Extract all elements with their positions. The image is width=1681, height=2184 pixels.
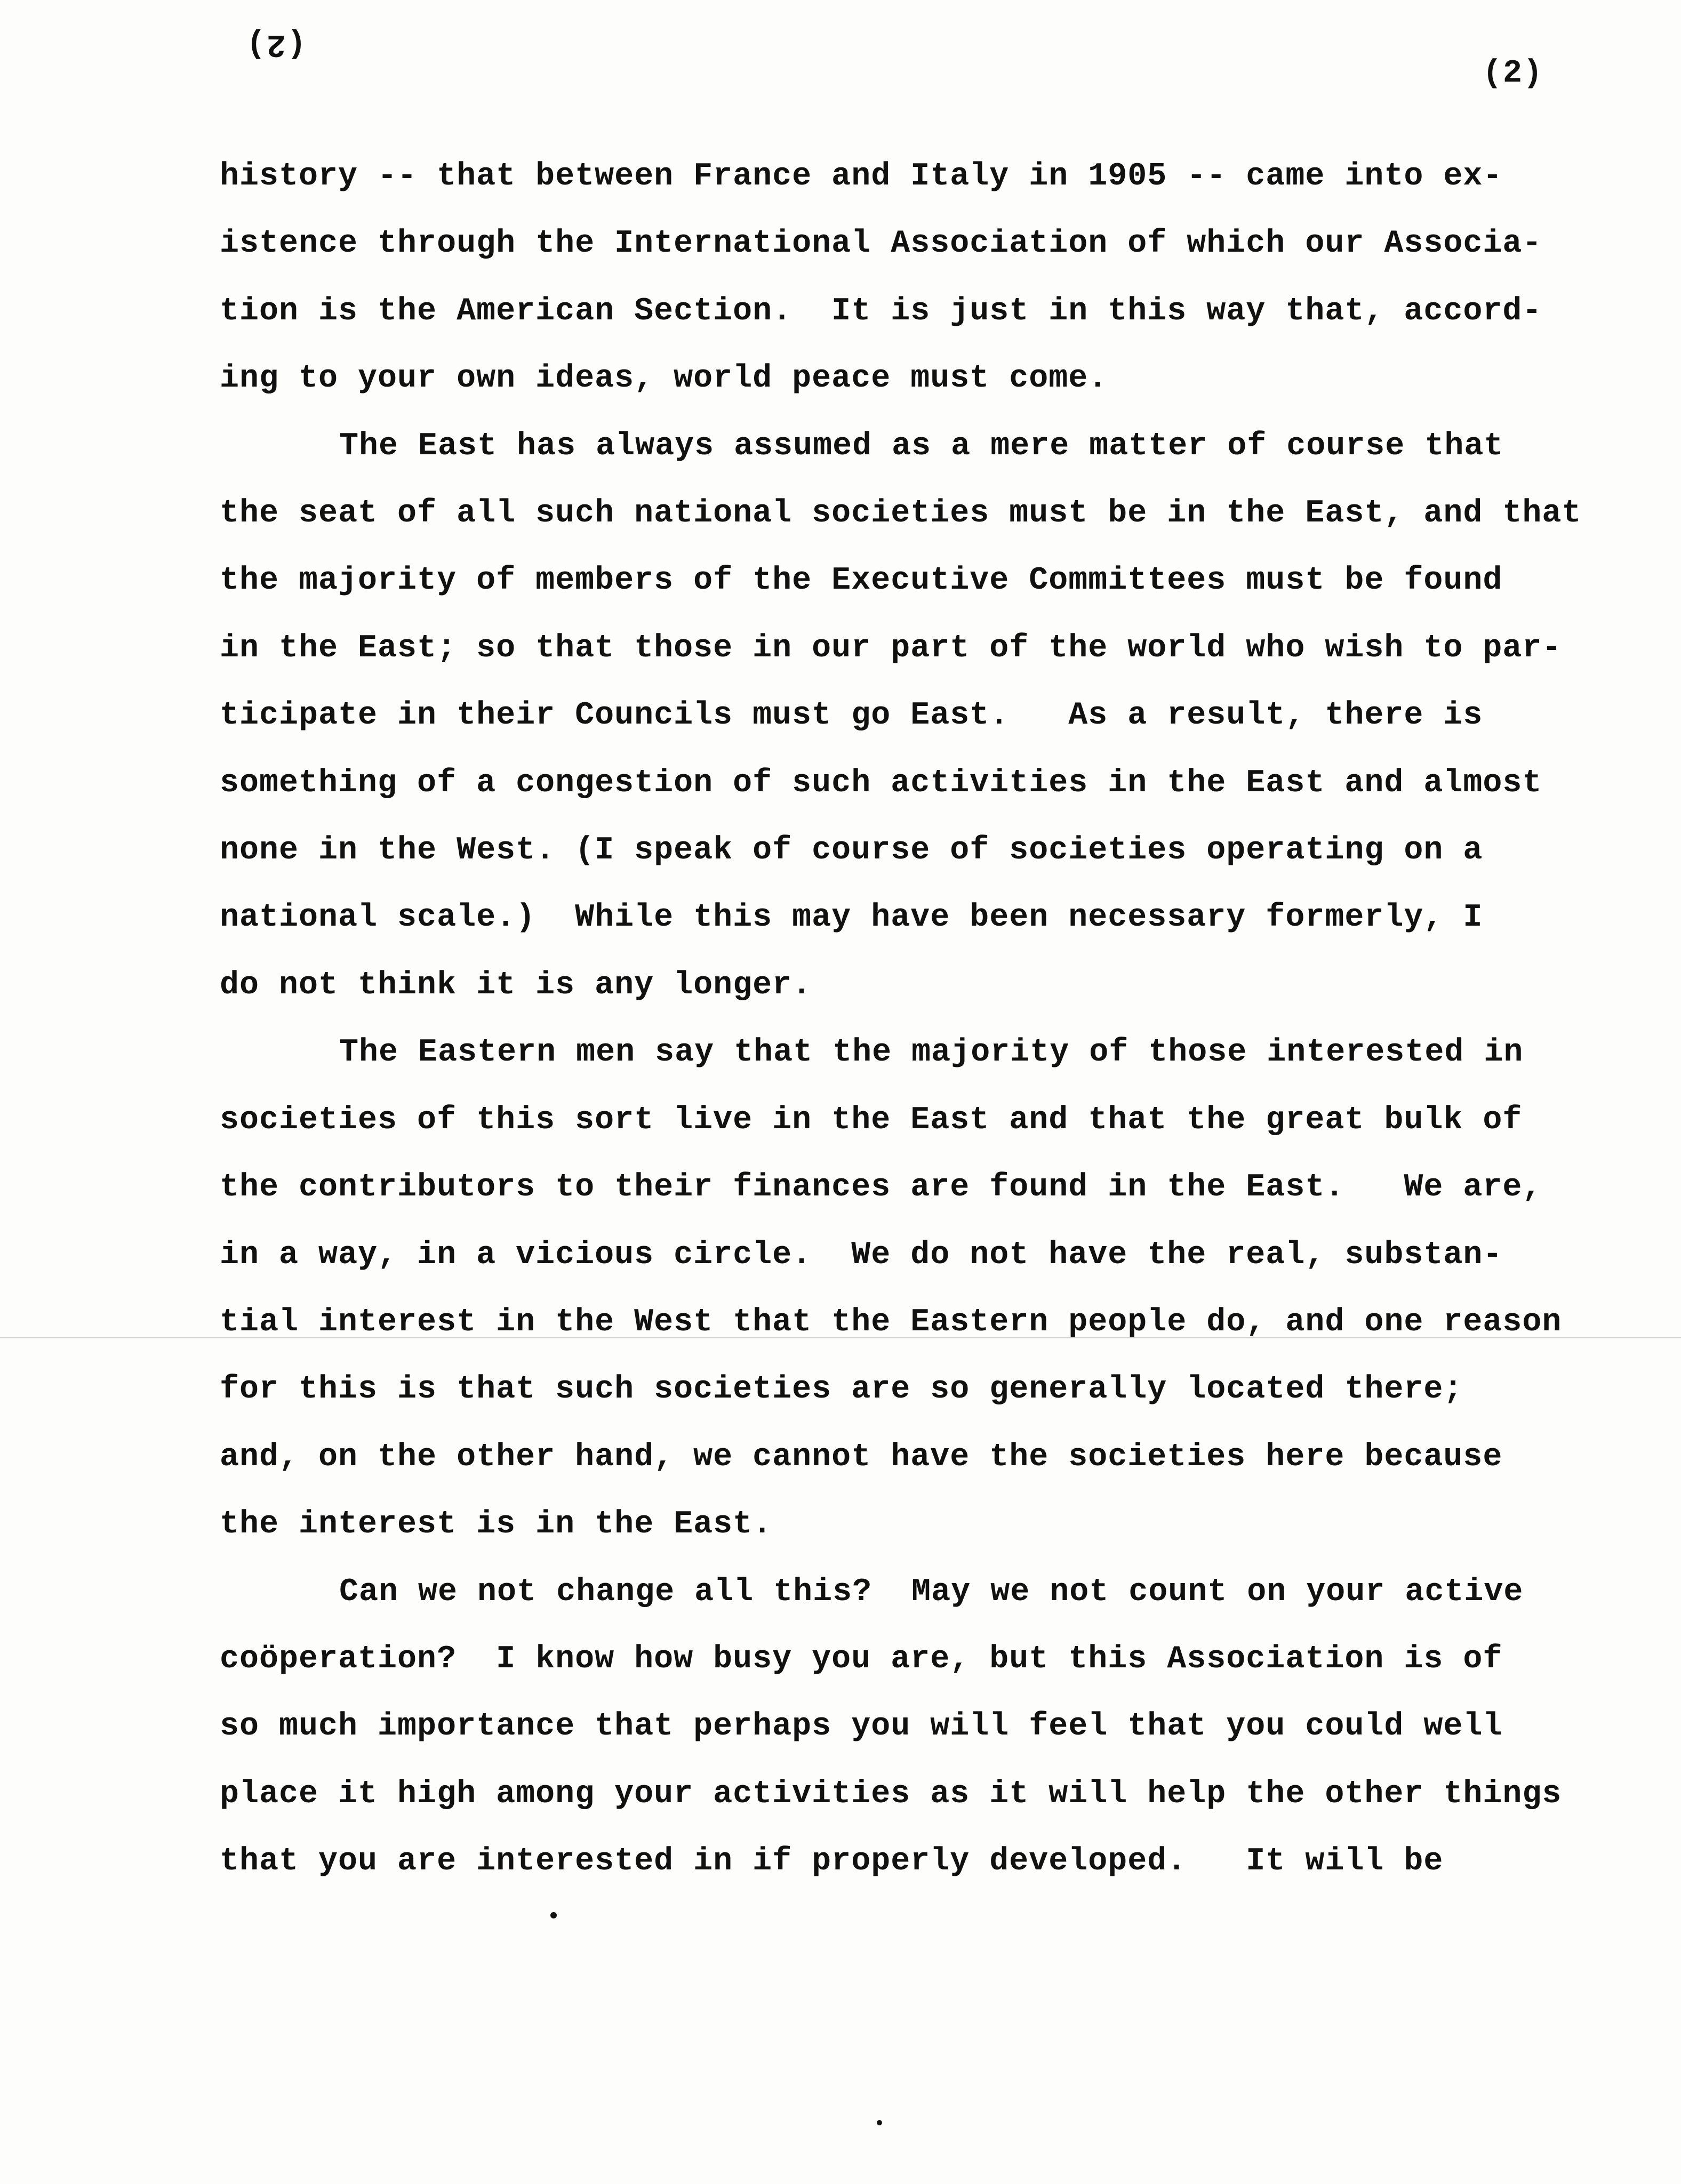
text-line: that you are interested in if properly developed. It will be [220,1843,1444,1880]
text-line: ing to your own ideas, world peace must come. [220,360,1108,397]
text-line: something of a congestion of such activities in the East and almost [220,765,1542,801]
text-line: for this is that such societies are so generally located there; [220,1371,1463,1408]
text-line: the contributors to their finances are found in the East. We are, [220,1169,1542,1206]
page-number-top-right: (2) [1483,55,1544,92]
text-line: in the East; so that those in our part of the world who wish to par- [220,630,1562,667]
text-line: societies of this sort live in the East and that the great bulk of [220,1102,1523,1138]
text-line: so much importance that perhaps you will feel that you could well [220,1708,1503,1745]
letter-body [220,143,1617,1896]
text-line: ticipate in their Councils must go East. As a result, there is [220,697,1483,734]
text-line: history -- that between France and Italy in 1905 -- came into ex- [220,158,1503,195]
text-line: tial interest in the West that the Eastern people do, and one reason [220,1304,1562,1340]
text-line: do not think it is any longer. [220,967,812,1003]
text-line: in a way, in a vicious circle. We do not have the real, substan- [220,1236,1503,1273]
text-line: Can we not change all this? May we not count on your active [339,1573,1524,1610]
text-line: The Eastern men say that the majority of those interested in [339,1034,1524,1071]
text-line: the seat of all such national societies must be in the East, and that [220,495,1582,532]
text-line: tion is the American Section. It is just in this way that, accord- [220,293,1542,330]
ink-speck [550,1912,557,1918]
text-line: The East has always assumed as a mere matter of course that [339,428,1504,464]
text-line: place it high among your activities as it will help the other things [220,1776,1562,1812]
text-line: the interest is in the East. [220,1506,773,1543]
text-line: none in the West. (I speak of course of societies operating on a [220,832,1483,869]
text-line: istence through the International Association of which our Associa- [220,226,1542,262]
page-number-top-left: (2) [245,26,307,62]
text-line: national scale.) While this may have been necessary formerly, I [220,900,1483,936]
text-line: coöperation? I know how busy you are, but this Association is of [220,1641,1503,1677]
text-line: and, on the other hand, we cannot have the societies here because [220,1439,1503,1475]
ink-speck [877,2120,882,2125]
text-line: the majority of members of the Executive Committees must be found [220,563,1503,599]
